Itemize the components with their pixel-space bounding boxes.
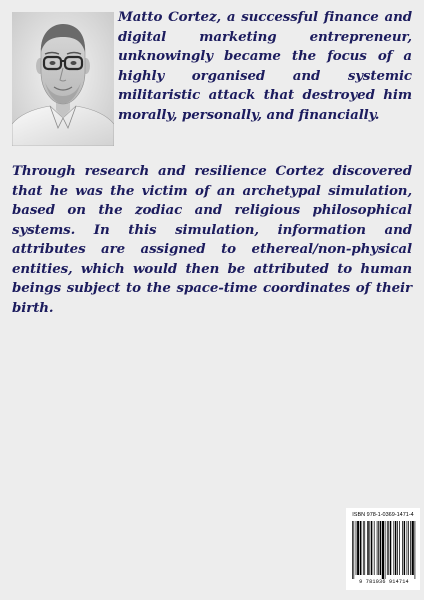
barcode-stripe xyxy=(378,521,379,575)
author-photo xyxy=(12,12,114,146)
barcode-stripe xyxy=(356,521,357,575)
barcode-stripe xyxy=(377,521,378,575)
barcode-stripe xyxy=(363,521,364,575)
isbn-label: ISBN 978-1-0369-1471-4 xyxy=(352,512,414,518)
barcode-stripe xyxy=(407,521,408,575)
barcode-stripe xyxy=(357,521,359,575)
bio-paragraph-2: Through research and resilience Cortez discovered that he was the victim of an archetypal simulation, based on the zodiac and religious philosophical systems. In this simulation, information and attributes are assigned to ethereal/non-physical entities, which would then be attributed to human beings subject to the space-time coordinates of their birth. xyxy=(12,163,412,316)
barcode-stripe xyxy=(369,521,370,575)
barcode-stripe xyxy=(399,521,400,575)
barcode-stripe xyxy=(385,521,386,579)
barcode-stripe xyxy=(367,521,368,575)
barcode-stripe xyxy=(353,521,354,579)
barcode-stripe xyxy=(404,521,405,575)
barcode-stripe xyxy=(395,521,396,575)
barcode-stripe xyxy=(397,521,398,575)
barcode-stripe xyxy=(371,521,372,575)
bio-paragraph-1: Matto Cortez, a successful finance and digital marketing entrepreneur, unknowingly became the focus of a highly organised and systemic militaristic attack that destroyed him morally, personally, and financially. xyxy=(118,9,412,123)
barcode-stripe xyxy=(415,521,416,579)
barcode-stripe xyxy=(408,521,409,575)
barcode-stripe xyxy=(382,521,384,579)
barcode-stripe xyxy=(360,521,361,575)
barcode-stripe xyxy=(364,521,365,575)
barcode-stripe xyxy=(388,521,389,575)
barcode-stripe xyxy=(393,521,394,575)
barcode-digits: 9 781036 914714 xyxy=(359,579,409,585)
isbn-barcode xyxy=(346,508,420,590)
barcode-stripe xyxy=(374,521,375,575)
barcode-stripe xyxy=(412,521,414,575)
barcode-stripe xyxy=(410,521,411,575)
barcode-stripe xyxy=(387,521,388,575)
barcode-stripe xyxy=(390,521,391,575)
barcode-stripe xyxy=(402,521,403,575)
barcode-bars xyxy=(352,521,416,579)
barcode-stripe xyxy=(352,521,353,579)
barcode-stripe xyxy=(380,521,381,575)
